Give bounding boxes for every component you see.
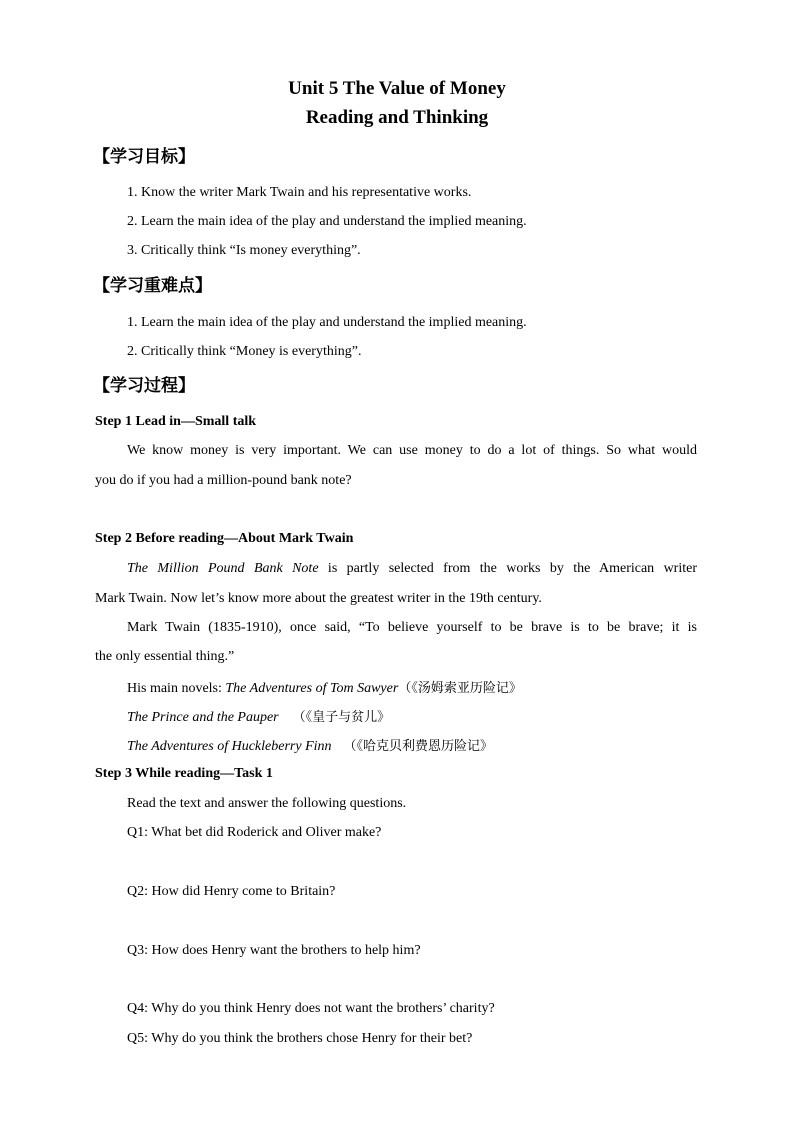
book-title: The Million Pound Bank Note (127, 561, 319, 576)
step2-paragraph2-line2: the only essential thing.” (95, 649, 235, 664)
question-item: Q4: Why do you think Henry does not want the brothers’ charity? (127, 1001, 495, 1016)
process-heading: 【学习过程】 (93, 376, 195, 396)
step1-text-line2: you do if you had a million-pound bank note? (95, 473, 352, 488)
question-item: Q3: How does Henry want the brothers to help him? (127, 943, 421, 958)
novel-title: The Prince and the Pauper (127, 710, 279, 725)
step3-title: Step 3 While reading—Task 1 (95, 766, 273, 781)
key-points-heading: 【学习重难点】 (93, 276, 212, 296)
novel-title: The Adventures of Huckleberry Finn (127, 739, 332, 754)
novel-chinese-title: （《皇子与贫儿》 (292, 710, 391, 725)
objective-item: 3. Critically think “Is money everything”. (127, 243, 361, 258)
key-point-item: 1. Learn the main idea of the play and understand the implied meaning. (127, 315, 527, 330)
question-item: Q1: What bet did Roderick and Oliver make? (127, 825, 382, 840)
novel-chinese-title: （《哈克贝利费恩历险记》 (343, 739, 494, 754)
novel-chinese-title: （《汤姆索亚历险记》 (398, 681, 522, 696)
step1-text-line1: We know money is very important. We can use money to do a lot of things. So what would (127, 443, 697, 458)
question-item: Q5: Why do you think the brothers chose Henry for their bet? (127, 1031, 473, 1046)
question-item: Q2: How did Henry come to Britain? (127, 884, 336, 899)
step2-paragraph1-line1: The Million Pound Bank Note is partly selected from the works by the American writer (127, 561, 697, 576)
step2-title: Step 2 Before reading—About Mark Twain (95, 531, 354, 546)
novel-title: The Adventures of Tom Sawyer (225, 681, 399, 696)
page-subtitle: Reading and Thinking (305, 107, 489, 128)
objective-item: 2. Learn the main idea of the play and understand the implied meaning. (127, 214, 527, 229)
step2-paragraph1-line2: Mark Twain. Now let’s know more about the greatest writer in the 19th century. (95, 591, 542, 606)
novel-item (127, 706, 390, 726)
page-title: Unit 5 The Value of Money (288, 78, 506, 99)
novel-item: His main novels: The Adventures of Tom Sawyer（《汤姆索亚历险记》 (127, 681, 522, 696)
objective-item: 1. Know the writer Mark Twain and his representative works. (127, 185, 472, 200)
step2-paragraph2-line1: Mark Twain (1835-1910), once said, “To believe yourself to be brave is to be brave; it is (127, 620, 697, 635)
novel-item (127, 735, 493, 755)
objectives-heading: 【学习目标】 (93, 147, 195, 167)
step1-title: Step 1 Lead in—Small talk (95, 414, 257, 429)
step3-instruction: Read the text and answer the following questions. (127, 796, 407, 811)
key-point-item: 2. Critically think “Money is everything”. (127, 344, 362, 359)
